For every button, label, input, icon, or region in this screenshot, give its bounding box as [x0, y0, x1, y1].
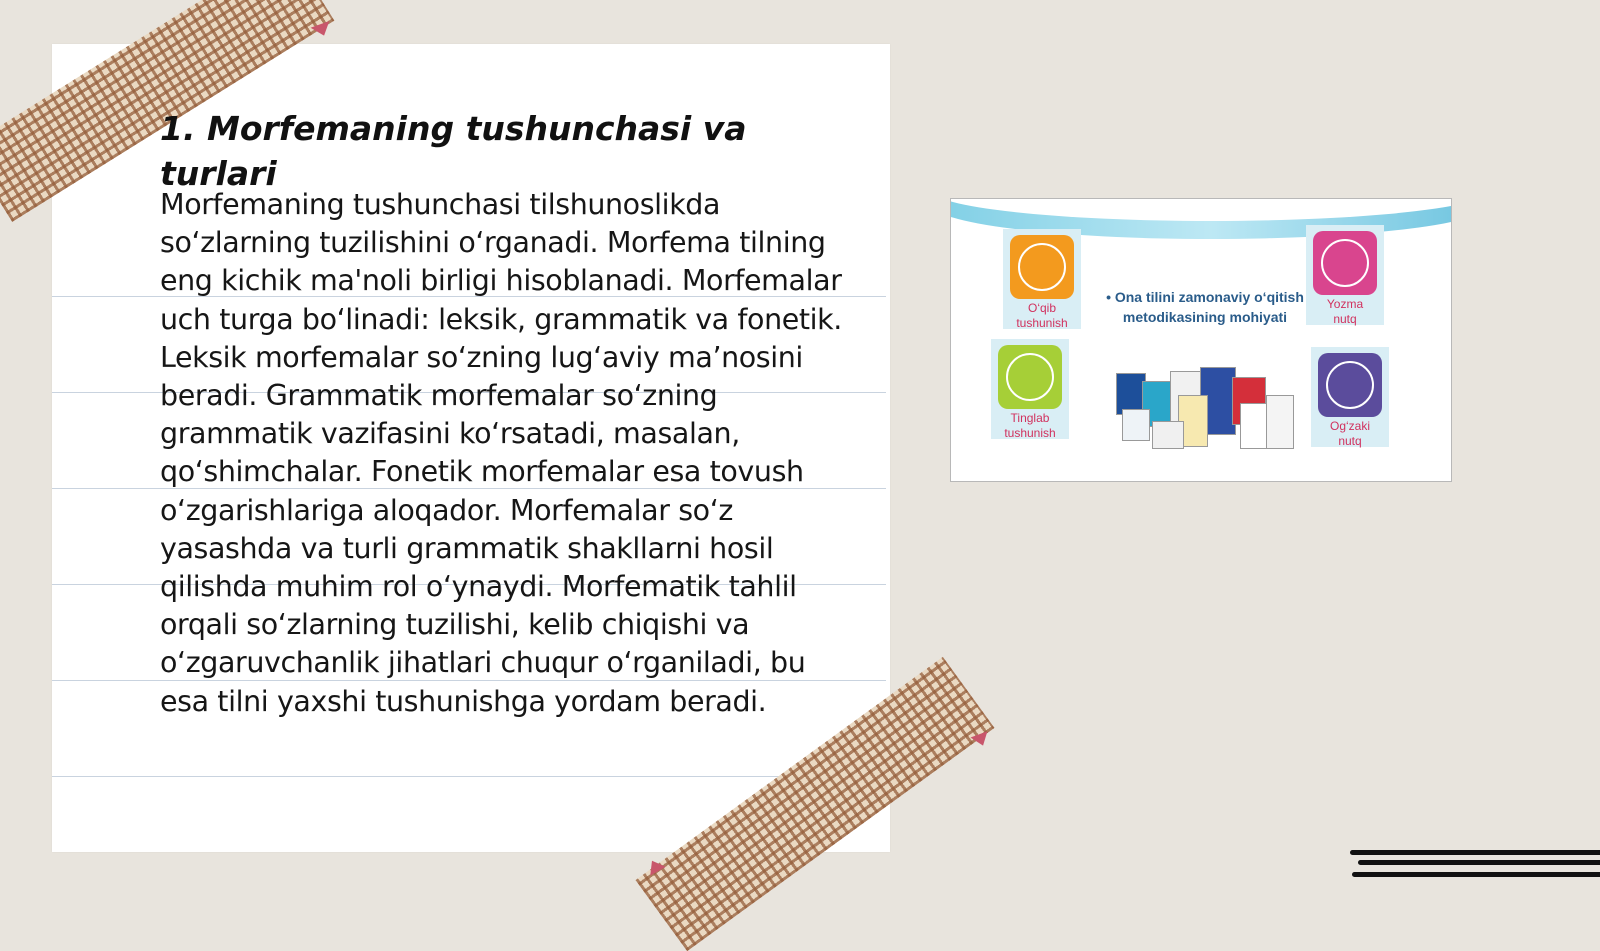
paper-rule-line — [52, 776, 886, 777]
card-reading — [1003, 229, 1081, 329]
writing-hand-icon — [1313, 231, 1377, 295]
card-label: Tinglab tushunish — [1004, 411, 1056, 440]
card-label: Yozma nutq — [1326, 297, 1364, 326]
methodology-illustration — [950, 198, 1452, 482]
card-speaking — [1311, 347, 1389, 447]
card-label: Og‘zaki nutq — [1329, 419, 1370, 448]
slide-title: 1. Morfemaning tushunchasi va turlari — [160, 109, 747, 193]
card-writing — [1306, 225, 1384, 325]
textbooks-image — [1116, 367, 1296, 453]
card-label: O‘qib tushunish — [1016, 301, 1068, 330]
figure-caption: • Ona tilini zamonaviy o‘qitish metodikasining mohiyati — [1106, 289, 1304, 325]
slide-body-text: Morfemaning tushunchasi tilshunoslikda so‘zlarning tuzilishini o‘rganadi. Morfema tilning eng kichik ma'noli birligi hisoblanadi. Morfemalar uch turga bo‘linadi: leksik, grammatik va fonetik. Leksik morfemalar so‘zning lug‘aviy ma’nosini beradi. Grammatik morfemalar so‘zning grammatik vazifasini ko‘rsatadi, masalan, qo‘shimchalar. Fonetik morfemalar esa tovush o‘zgarishlariga aloqador. Morfemalar so‘z yasashda va turli grammatik shakllarni hosil qilishda muhim rol o‘ynaydi. Morfematik tahlil orqali so‘zlarning tuzilishi, kelib chiqishi va o‘zgaruvchanlik jihatlari chuqur o‘rganiladi, bu esa tilni yaxshi tushunishga yordam beradi. — [160, 188, 842, 718]
listening-head-icon — [998, 345, 1062, 409]
reading-head-icon — [1010, 235, 1074, 299]
brush-stroke-lines — [1350, 846, 1600, 896]
card-listening — [991, 339, 1069, 439]
speaking-head-icon — [1318, 353, 1382, 417]
